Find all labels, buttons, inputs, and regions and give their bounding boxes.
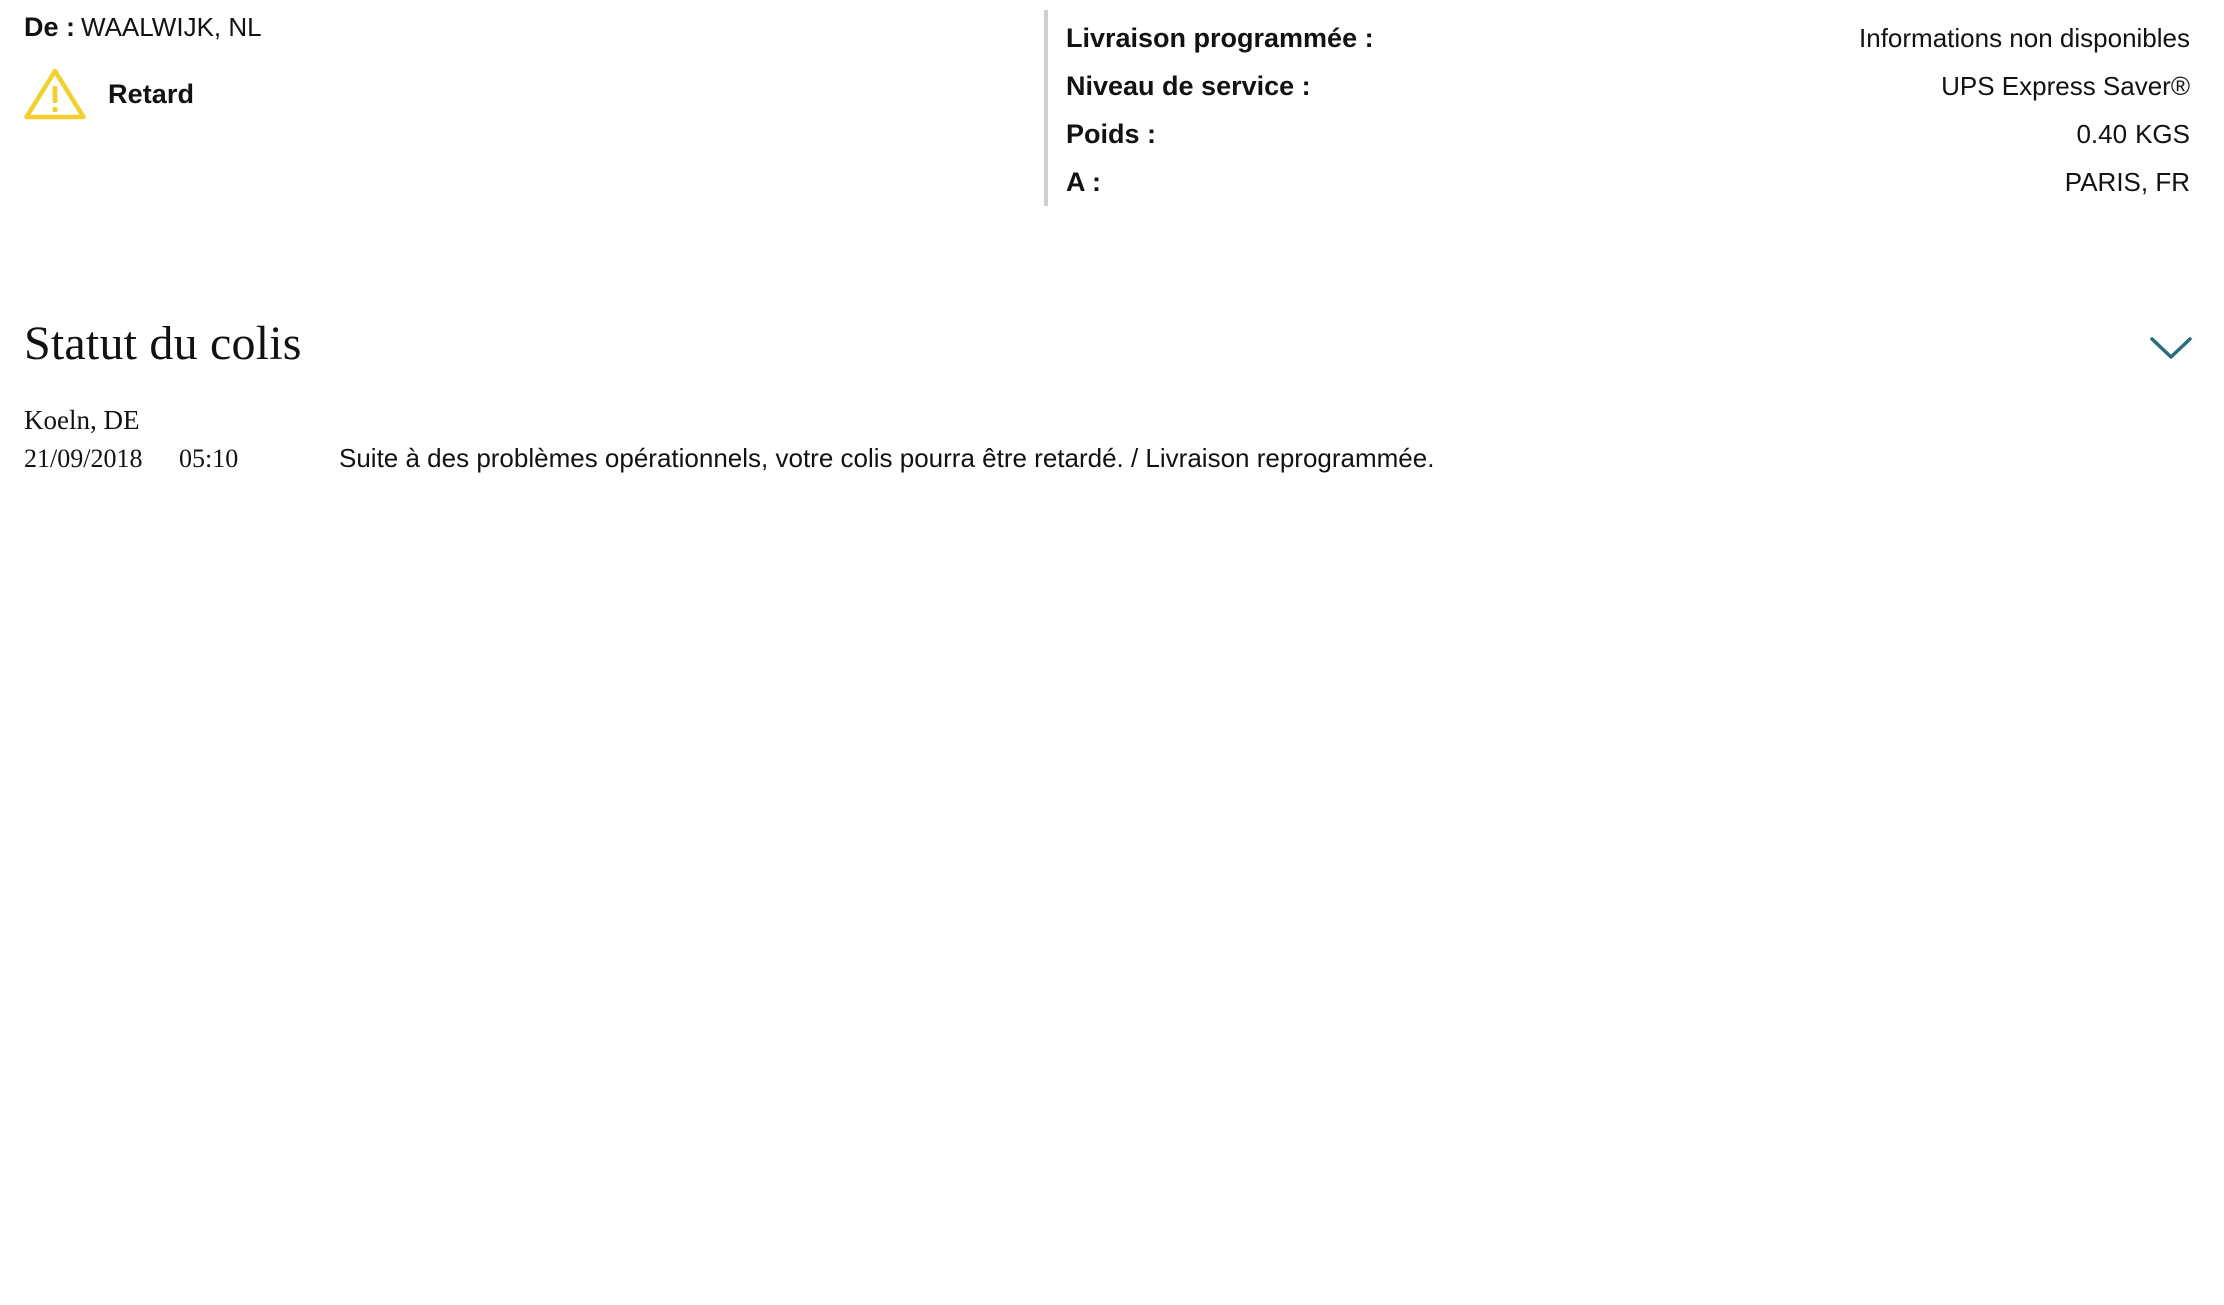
status-location: Koeln, DE [24,405,140,435]
detail-row-service-level [1066,62,2190,110]
weight-unit: KGS [2135,119,2190,149]
from-line [24,10,1044,44]
package-status-section [24,316,2200,477]
weight-value: 0.40 [2076,119,2128,149]
service-level-value: UPS Express Saver® [1941,71,2190,101]
shipment-details-block [1044,10,2200,206]
delay-status-flag [24,68,1044,120]
entry-time: 05:10 [179,444,239,473]
scheduled-delivery-value: Informations non disponibles [1859,23,2190,53]
status-entry-row [24,440,2200,477]
detail-row-destination [1066,158,2190,206]
package-status-heading: Statut du colis [24,317,302,370]
destination-value: PARIS, FR [2064,167,2190,197]
shipment-origin-block [24,10,1044,120]
destination-label: A : [1066,167,1101,197]
chevron-down-icon[interactable] [2148,330,2194,366]
shipment-summary [24,0,2200,206]
weight-label: Poids : [1066,119,1157,149]
delay-status-label: Retard [108,78,195,109]
entry-date: 21/09/2018 [24,444,143,473]
entry-description: Suite à des problèmes opérationnels, votre colis pourra être retardé. / Livraison reprogrammée. [339,443,1435,473]
detail-row-scheduled-delivery [1066,14,2190,62]
warning-triangle-icon [24,68,86,120]
service-level-label: Niveau de service : [1066,71,1311,101]
package-status-body [24,402,2200,477]
scheduled-delivery-label: Livraison programmée : [1066,23,1374,53]
detail-row-weight [1066,110,2190,158]
from-label: De : [24,12,76,42]
from-value: WAALWIJK, NL [81,12,262,42]
weight-value-group [2076,110,2190,158]
